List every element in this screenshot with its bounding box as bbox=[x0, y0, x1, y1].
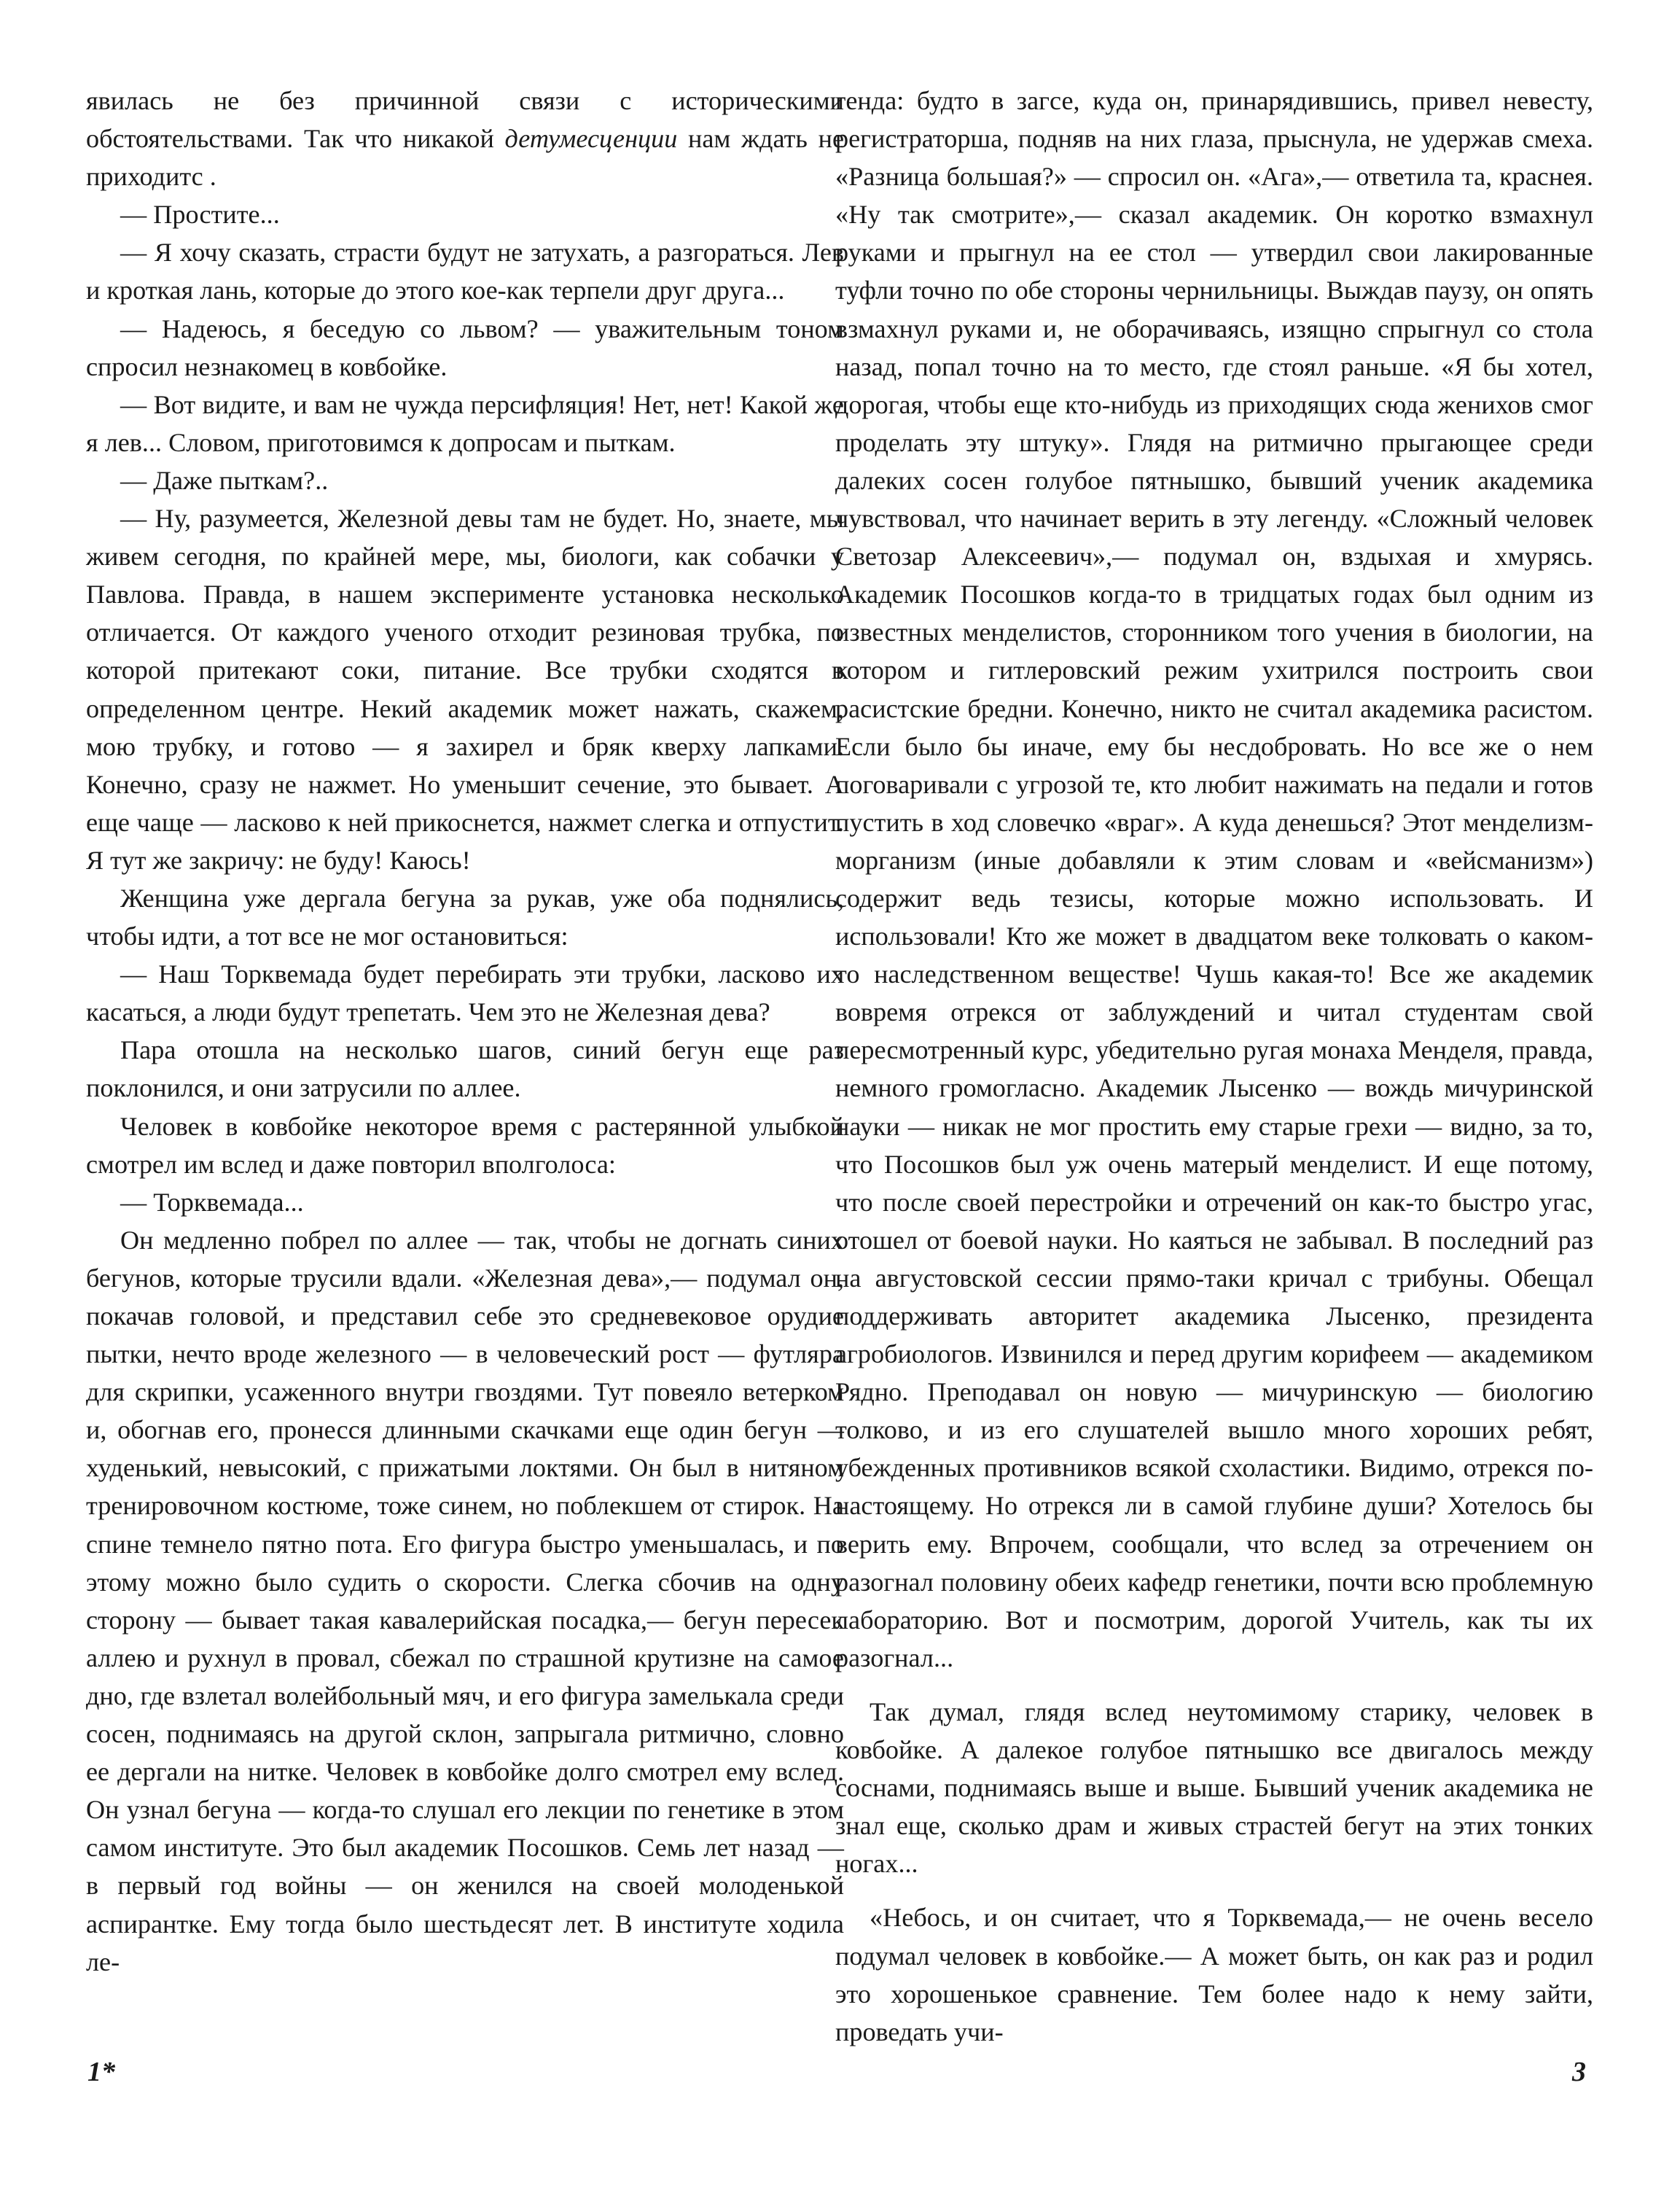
paragraph bbox=[86, 82, 844, 195]
paragraph: — Ну, разумеется, Железной девы там не будет. Но, знаете, мы живем сегодня, по крайней мере, мы, биологи, как собачки у Павлова. Правда, в нашем эксперименте установка несколько отличается. От каждого ученого отходит резиновая трубка, по которой притекают соки, питание. Все трубки сходятся в определенном центре. Некий академик может нажать, скажем, мою трубку, и готово — я захирел и бряк кверху лапками. Конечно, сразу не нажмет. Но уменьшит сечение, это бывает. А еще чаще — ласково к ней прикоснется, нажмет слегка и отпустит. Я тут же закричу: не буду! Каюсь! bbox=[86, 504, 844, 875]
paragraph: Так думал, глядя вслед неутомимому старику, человек в ковбойке. А далекое голубое пятнышко все двигалось между соснами, поднимаясь выше и выше. Бывший ученик академика не знал еще, сколько драм и живых страстей бегут на этих тонких ногах... bbox=[835, 1696, 1593, 1879]
paragraph: генда: будто в загсе, куда он, принарядившись, привел невесту, регистраторша, подняв на них глаза, прыснула, не удержав смеха. «Разница большая?» — спросил он. «Ага»,— ответила та, краснея. «Ну так смотрите»,— сказал академик. Он коротко взмахнул руками и прыгнул на ее стол — утвердил свои лакированные туфли точно по обе стороны чернильницы. Выждав паузу, он опять взмахнул руками и, не оборачиваясь, изящно спрыгнул со стола назад, попал точно на то место, где стоял раньше. «Я бы хотел, дорогая, чтобы еще кто-нибудь из приходящих сюда женихов смог проделать эту штуку». Глядя на ритмично прыгающее среди далеких сосен голубое пятнышко, бывший ученик академика чувствовал, что начинает верить в эту легенду. «Сложный человек Светозар Алексеевич»,— подумал он, вздыхая и хмурясь. Академик Посошков когда-то в тридцатых годах был одним из известных менделистов, сторонником того учения в биологии, на котором и гитлеровский режим ухитрился построить свои расистские бредни. Конечно, никто не считал академика расистом. Если было бы иначе, ему бы несдобровать. Но все же о нем поговаривали с угрозой те, кто любит нажимать на педали и готов пустить в ход словечко «враг». А куда денешься? Этот менделизм-морганизм (иные добавляли к этим словам и «вейсманизм») содержит ведь тезисы, которые можно использовать. И использовали! Кто же может в двадцатом веке толковать о каком-то наследственном веществе! Чушь какая-то! Все же академик вовремя отрекся от заблуждений и читал студентам свой пересмотренный курс, убедительно ругая монаха Менделя, правда, немного громогласно. Академик Лысенко — вождь мичуринской науки — никак не мог простить ему старые грехи — видно, за то, что Посошков был уж очень матерый менделист. И еще потому, что после своей перестройки и отречений он как-то быстро угас, отошел от боевой науки. Но каяться не забывал. В последний раз на августовской сессии прямо-таки кричал с трибуны. Обещал поддерживать авторитет академика Лысенко, президента агробиологов. Извинился и перед другим корифеем — академиком Рядно. Преподавал он новую — мичуринскую — биологию толково, и из его слушателей вышло много хороших ребят, убежденных противников всякой схоластики. Видимо, отрекся по-настоящему. Но отрекся ли в самой глубине души? Хотелось бы верить ему. Впрочем, сообщали, что вслед за отречением он разогнал половину обеих кафедр генетики, почти всю проблемную лабораторию. Вот и посмотрим, дорогой Учитель, как ты их разогнал... bbox=[835, 86, 1593, 1672]
signature-mark: 1* bbox=[87, 2057, 115, 2087]
text-run: нам ждать не приходитс . bbox=[86, 124, 845, 192]
paragraph: — Вот видите, и вам не чужда персифляция! Нет, нет! Какой же я лев... Словом, приготовимся к допросам и пыткам. bbox=[86, 389, 844, 457]
paragraph: Пара отошла на несколько шагов, синий бегун еще раз поклонился, и они затрусили по аллее. bbox=[86, 1035, 844, 1103]
paragraph: Женщина уже дергала бегуна за рукав, уже оба поднялись, чтобы идти, а тот все не мог остановиться: bbox=[86, 883, 844, 951]
text-column-left bbox=[86, 82, 844, 1981]
text-run: явилась не без причинной связи с историческими обстоятельствами. Так что никакой bbox=[86, 86, 844, 154]
paragraph: Человек в ковбойке некоторое время с растерянной улыбкой смотрел им вслед и даже повторил вполголоса: bbox=[86, 1111, 844, 1179]
italic-term: детумесценции bbox=[504, 124, 678, 154]
paragraph: «Небось, и он считает, что я Торквемада,— не очень весело подумал человек в ковбойке.— А может быть, он как раз и родил это хорошенькое сравнение. Тем более надо к нему зайти, проведать учи- bbox=[835, 1903, 1593, 2046]
paragraph: Он медленно побрел по аллее — так, чтобы не догнать синих бегунов, которые трусили вдали. «Железная дева»,— подумал он, покачав головой, и представил себе это средневековое орудие пытки, нечто вроде железного — в человеческий рост — футляра для скрипки, усаженного внутри гвоздями. Тут повеяло ветерком и, обогнав его, пронесся длинными скачками еще один бегун — худенький, невысокий, с прижатыми локтями. Он был в нитяном тренировочном костюме, тоже синем, но поблекшем от стирок. На спине темнело пятно пота. Его фигура быстро уменьшалась, и по этому можно было судить о скорости. Слегка сбочив на одну сторону — бывает такая кавалерийская посадка,— бегун пересек аллею и рухнул в провал, сбежал по страшной крутизне на самое дно, где взлетал волейбольный мяч, и его фигура замелькала среди сосен, поднимаясь на другой склон, запрыгала ритмично, словно ее дергали на нитке. Человек в ковбойке долго смотрел ему вслед. Он узнал бегуна — когда-то слушал его лекции по генетике в этом самом институте. Это был академик Посошков. Семь лет назад — в первый год войны — он женился на своей молоденькой аспирантке. Ему тогда было шестьдесят лет. В институте ходила ле- bbox=[86, 1225, 844, 1976]
paragraph: — Даже пыткам?.. bbox=[120, 465, 329, 495]
paragraph: — Простите... bbox=[120, 200, 280, 230]
paragraph: — Наш Торквемада будет перебирать эти трубки, ласково их касаться, а люди будут трепетать. Чем это не Железная дева? bbox=[86, 959, 844, 1027]
paragraph: — Торквемада... bbox=[120, 1187, 304, 1217]
page-number: 3 bbox=[1572, 2057, 1586, 2087]
paragraph: — Я хочу сказать, страсти будут не затухать, а разгораться. Лев и кроткая лань, которые до этого кое-как терпели друг друга... bbox=[86, 238, 844, 305]
text-column-right bbox=[835, 82, 1593, 2051]
paragraph: — Надеюсь, я беседую со львом? — уважительным тоном спросил незнакомец в ковбойке. bbox=[86, 313, 844, 381]
